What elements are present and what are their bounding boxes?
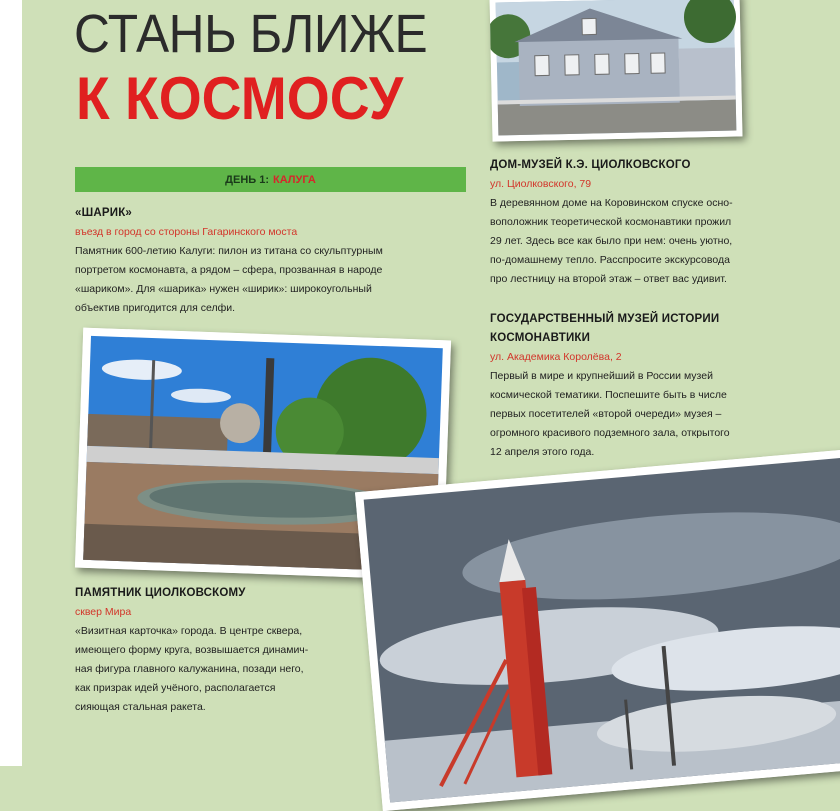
day-label: ДЕНЬ 1: <box>225 173 270 186</box>
sharik-text-line: объектив пригодится для селфи. <box>75 302 236 314</box>
sharik-text-line: портретом космонавта, а рядом – сфера, прозванная в народе <box>75 264 383 276</box>
state-museum-address: ул. Академика Королёва, 2 <box>490 351 622 363</box>
page-title-line1: СТАНЬ БЛИЖЕ <box>74 4 428 64</box>
sharik-section <box>75 204 475 318</box>
house-museum-text-line: воположник теоретической космонавтики прожил <box>490 216 732 228</box>
state-museum-text-line: Первый в мире и крупнейший в России музей <box>490 370 713 382</box>
monument-text-line: ная фигура главного калужанина, позади него, <box>75 663 304 675</box>
monument-section <box>75 584 375 717</box>
monument-text-line: сияющая стальная ракета. <box>75 701 206 713</box>
state-museum-text-line: первых посетителей «второй очереди» музея – <box>490 408 722 420</box>
sharik-title: «ШАРИК» <box>75 207 133 219</box>
sharik-text-line: Памятник 600-летию Калуги: пилон из титана со скульптурным <box>75 245 383 257</box>
monument-text-line: «Визитная карточка» города. В центре сквера, <box>75 625 303 637</box>
monument-text-line: как призрак идей учёного, располагается <box>75 682 276 694</box>
state-museum-title: КОСМОНАВТИКИ <box>490 332 591 344</box>
state-museum-text-line: огромного красивого подземного зала, открытого <box>490 427 730 439</box>
day-city: КАЛУГА <box>273 173 316 186</box>
monument-text-line: имеющего форму круга, возвышается динамич- <box>75 644 309 656</box>
sharik-text-line: «шариком». Для «шарика» нужен «ширик»: широкоугольный <box>75 283 372 295</box>
rocket-photo <box>355 449 840 811</box>
house-museum-text-line: про лестницу на второй этаж – ответ вас удивит. <box>490 273 727 285</box>
state-museum-text-line: 12 апреля этого года. <box>490 446 595 458</box>
state-museum-section <box>490 310 830 462</box>
house-museum-text-line: по-домашнему тепло. Расспросите экскурсовода <box>490 254 730 266</box>
state-museum-text-line: космической тематики. Поспешите быть в числе <box>490 389 727 401</box>
house-museum-photo <box>490 0 743 142</box>
sharik-address: въезд в город со стороны Гагаринского моста <box>75 226 298 238</box>
monument-title: ПАМЯТНИК ЦИОЛКОВСКОМУ <box>75 587 246 599</box>
house-museum-text-line: 29 лет. Здесь все как было при нем: очень уютно, <box>490 235 733 247</box>
monument-address: сквер Мира <box>75 606 132 618</box>
house-museum-text-line: В деревянном доме на Коровинском спуске осно- <box>490 197 733 209</box>
page-margin <box>0 0 22 766</box>
house-museum-section <box>490 156 830 289</box>
house-museum-address: ул. Циолковского, 79 <box>490 178 592 190</box>
day-banner <box>75 167 466 192</box>
page-title-line2: К КОСМОСУ <box>76 65 404 132</box>
house-museum-title: ДОМ-МУЗЕЙ К.Э. ЦИОЛКОВСКОГО <box>490 159 691 171</box>
state-museum-title: ГОСУДАРСТВЕННЫЙ МУЗЕЙ ИСТОРИИ <box>490 313 720 325</box>
